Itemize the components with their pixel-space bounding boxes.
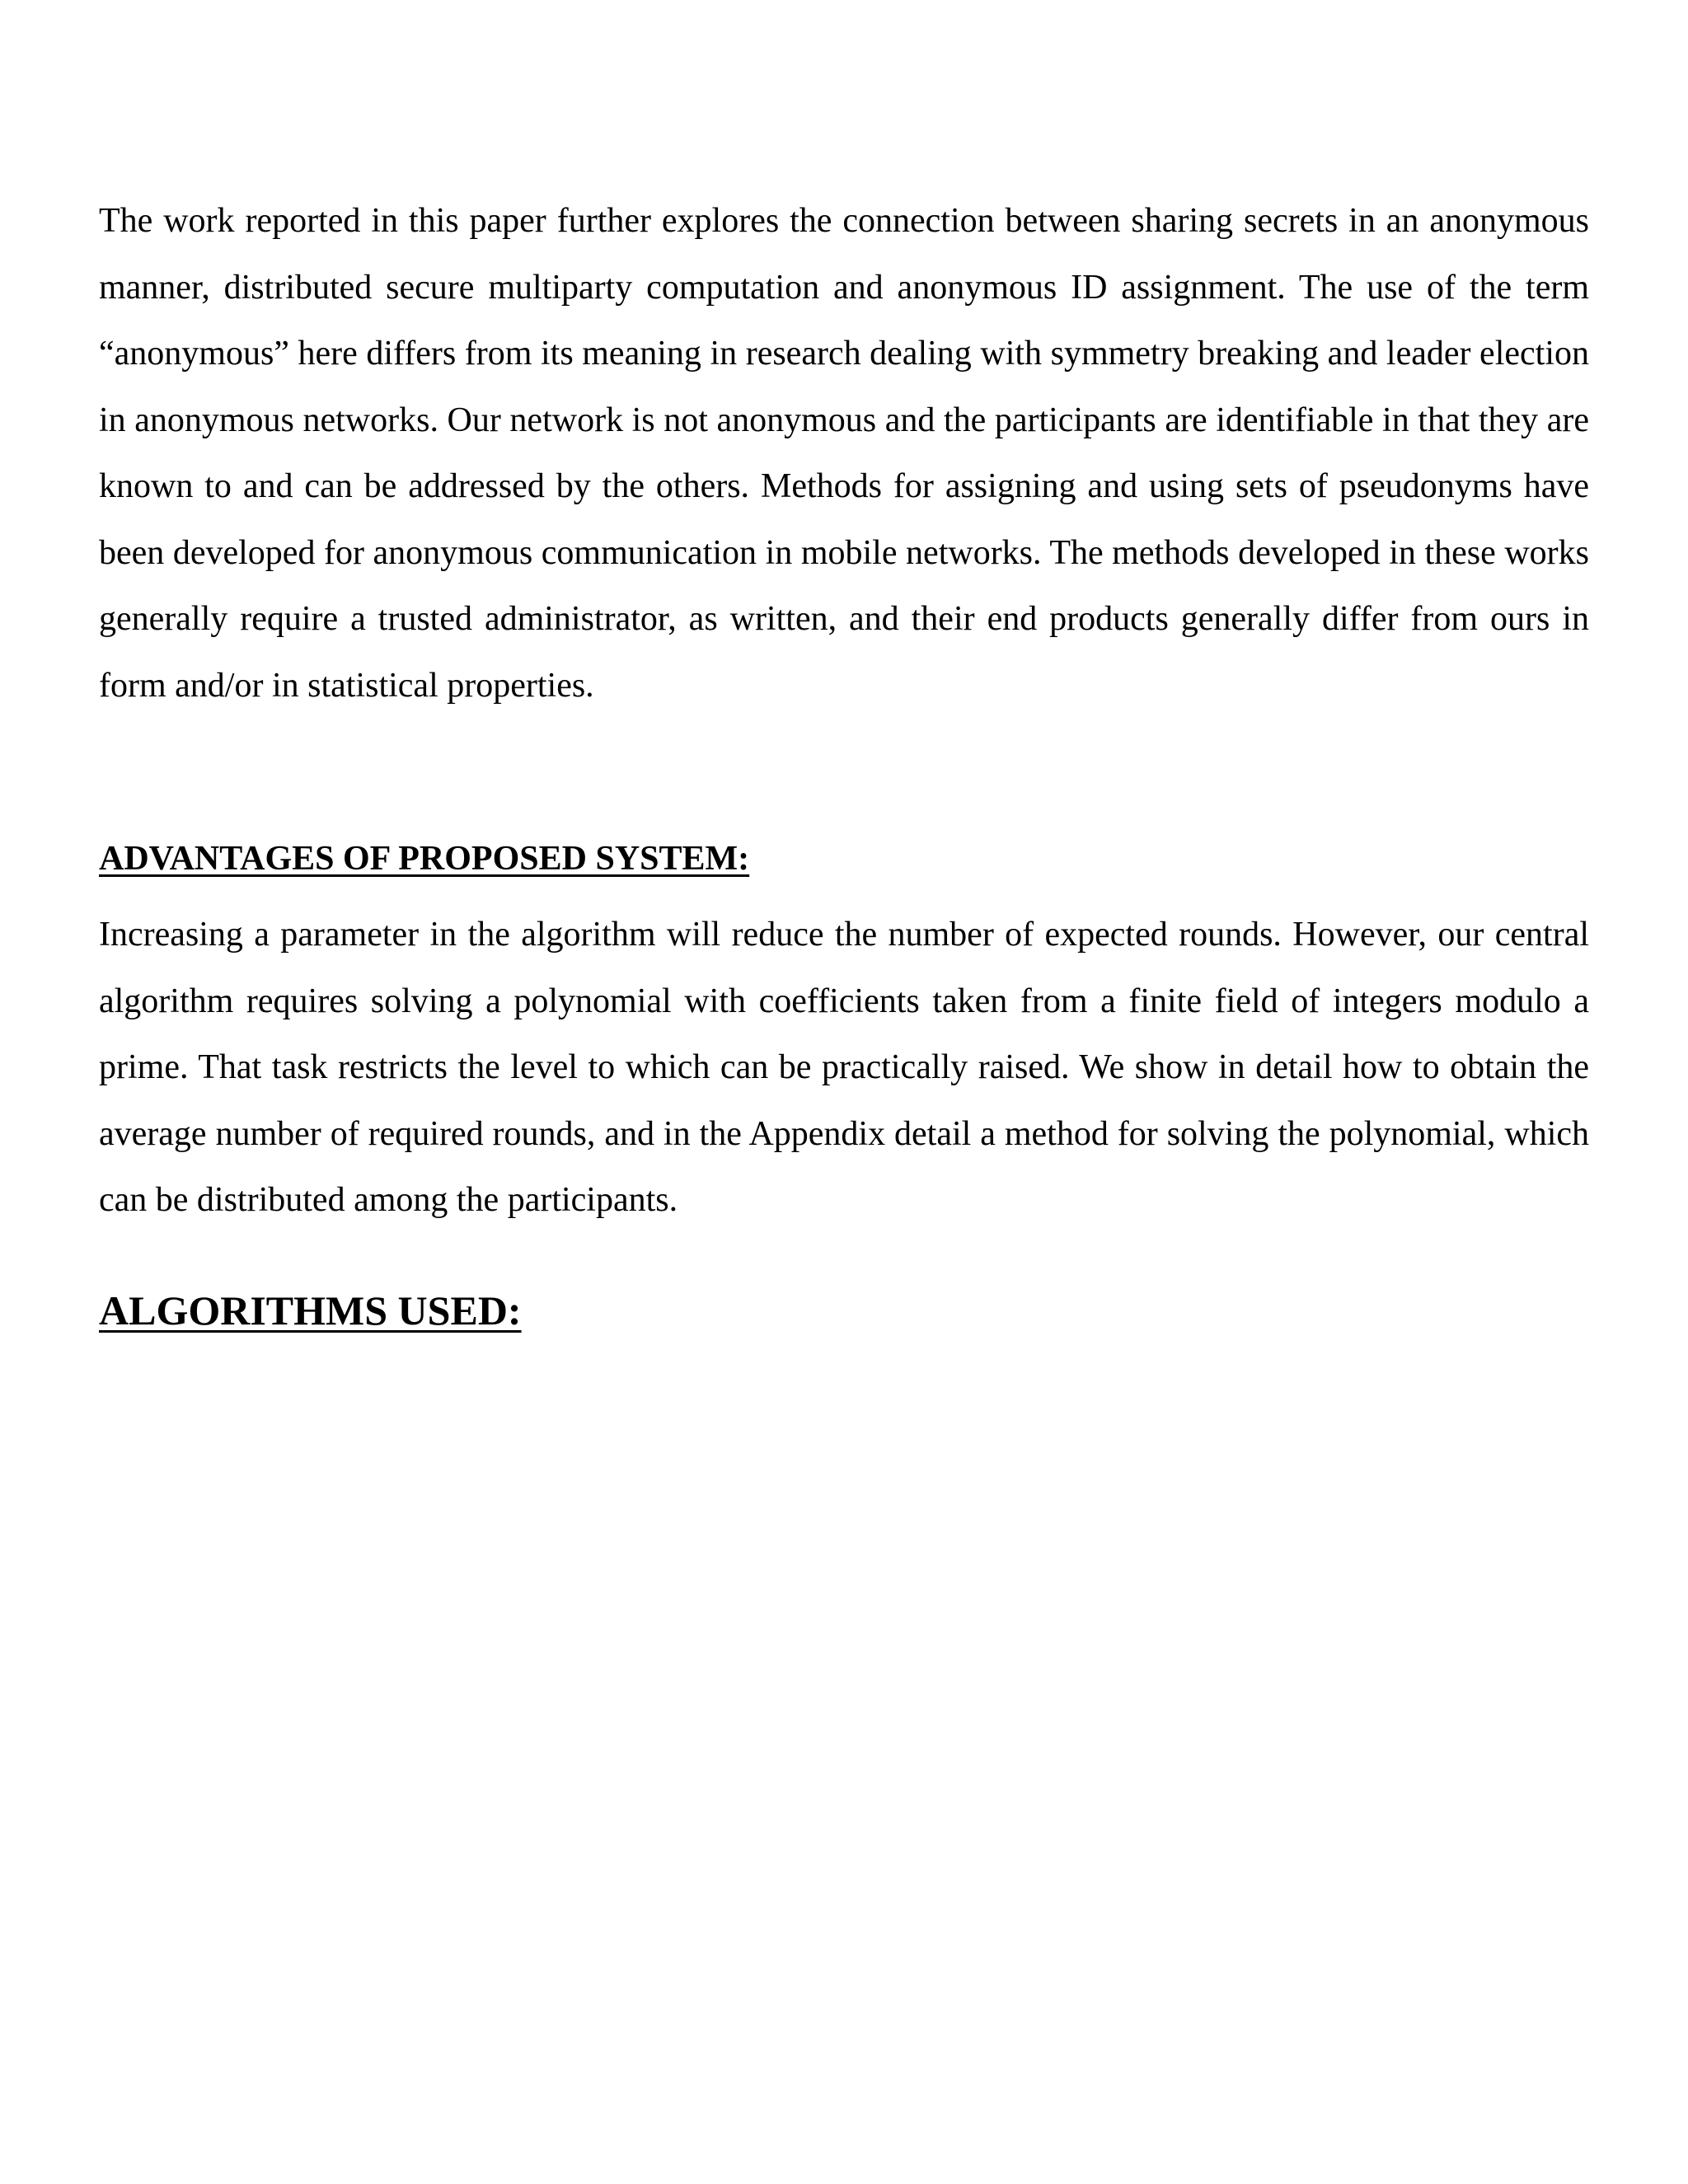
algorithms-heading: ALGORITHMS USED:	[99, 1286, 522, 1333]
intro-paragraph: The work reported in this paper further explores the connection between sharing secrets in an anonymous manner, distributed secure multiparty computation and anonymous ID assignment. The use of the term “anonymous” here differs from its meaning in research dealing with symmetry breaking and leader election in anonymous networks. Our network is not anonymous and the participants are identifiable in that they are known to and can be addressed by the others. Methods for assigning and using sets of pseudonyms have been developed for anonymous communication in mobile networks. The methods developed in these works generally require a trusted administrator, as written, and their end products generally differ from ours in form and/or in statistical properties.	[99, 202, 1589, 705]
advantages-paragraph: Increasing a parameter in the algorithm will reduce the number of expected rounds. However, our central algorithm requires solving a polynomial with coefficients taken from a finite field of integers modulo a prime. That task restricts the level to which can be practically raised. We show in detail how to obtain the average number of required rounds, and in the Appendix detail a method for solving the polynomial, which can be distributed among the participants.	[99, 916, 1589, 1219]
document-body	[99, 188, 1589, 1339]
advantages-heading: ADVANTAGES OF PROPOSED SYSTEM:	[99, 840, 750, 878]
